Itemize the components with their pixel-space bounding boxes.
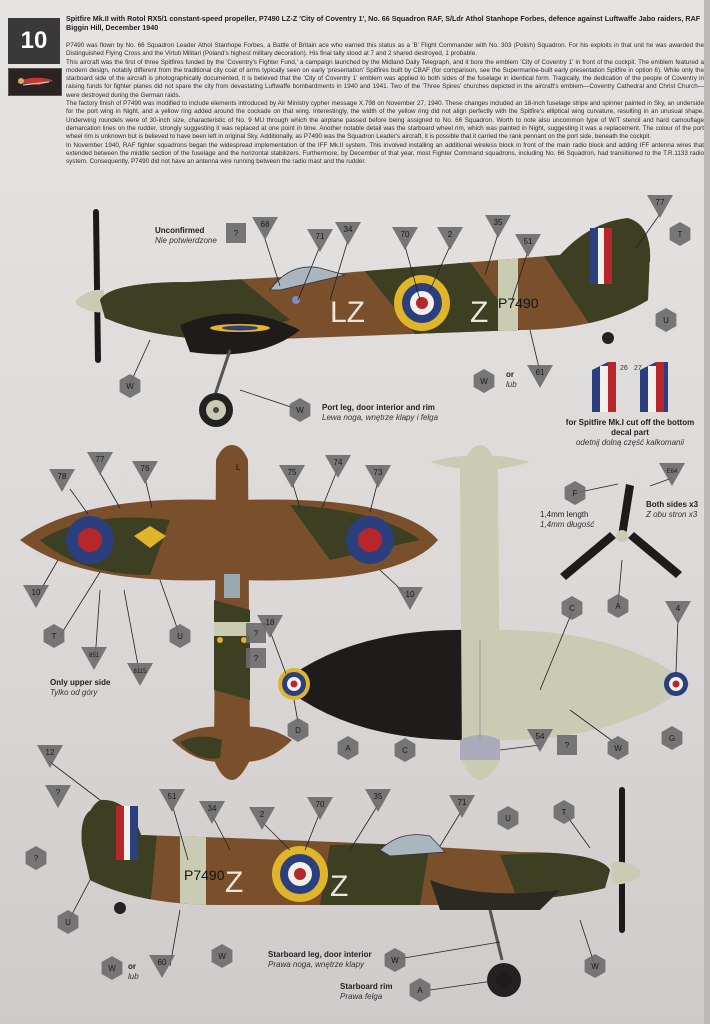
callout-triangle [665,601,691,624]
callout-label: 35 [493,218,503,227]
upper-only-en: Only upper side [50,678,111,687]
callout-label: T [677,230,683,239]
callout-hexagon [26,846,47,870]
callout-box [246,648,266,668]
callout-label: W [126,382,134,391]
callout-hexagon [290,398,311,422]
callout-triangle [307,229,333,252]
callout-hexagon [102,956,123,980]
scheme-title: Spitfire Mk.II with Rotol RX5/1 constant-speed propeller, P7490 LZ-Z 'City of Coventry 1', No. 66 Squadron RAF, S/Ldr Athol Stanhope Forbes, defence against Luftwaffe Jabo raiders, RAF Biggin Hill, December 1940 [66,14,701,32]
callout-triangle [45,785,71,808]
callout-triangle [81,647,107,670]
callout-triangle [527,365,553,388]
callout-triangle [335,222,361,245]
callout-hexagon [44,624,65,648]
callout-triangle [515,234,541,257]
description-paragraph: In November 1940, RAF fighter squadrons began the widespread implementation of the IFF Mk.II system. This involved installing an additional wireless block in front of the main radio block and adding IFF antenna wires that extended between the middle section of the fuselage and the horizontal stabilizers. Furthermore, by December of that year, most Fighter Command squadrons, including No. 66 Squadron, had transitioned to the T.R.1133 radio system. Consequently, P7490 did not have an antenna wire running between the radio mast and the rudder. [66,141,704,166]
callout-label: U [65,918,71,927]
callout-triangle [87,452,113,475]
callout-label: ? [253,629,259,638]
callout-label: F [572,489,578,498]
starboard-leg-en: Starboard leg, door interior [268,950,372,959]
callout-label: W [591,962,599,971]
callout-box [557,735,577,755]
code-letter-z-starboard: Z [330,870,349,903]
port-side-view [76,212,670,427]
callout-label: 8115 [133,669,147,675]
callout-triangle [127,663,153,686]
callout-label: 34 [207,804,217,813]
callout-triangle [659,463,685,486]
callout-hexagon [58,910,79,934]
callout-triangle [647,195,673,218]
callout-label: ? [33,854,39,863]
callout-label: U [177,632,183,641]
callout-triangle [365,465,391,488]
or-en: or [128,962,136,971]
callout-label: 851 [88,653,100,659]
callout-label: T [561,808,567,817]
callout-triangle [23,585,49,608]
callout-label: 68 [260,220,270,229]
callout-label: 77 [655,198,665,207]
callout-triangle [325,455,351,478]
callout-hexagon [670,222,691,246]
code-letter-z-starboard: Z [225,866,244,899]
callout-label: U [663,316,669,325]
callout-label: G [668,734,676,743]
callout-label: C [402,746,408,755]
callout-triangle [249,807,275,830]
callout-label: 61 [535,368,545,377]
callout-label: A [417,986,423,995]
callout-triangle [37,745,63,768]
callout-triangle [252,217,278,240]
callout-hexagon [585,954,606,978]
cut-off-pl: odetnij dolną część kalkomanii [575,438,685,447]
callout-hexagon [662,726,683,750]
length-pl: 1,4mm długość [540,520,595,529]
stripe-number: 26 [620,365,628,372]
code-letters-lz: LZ [330,296,366,329]
callout-label: 71 [457,798,467,807]
or-en: or [506,370,514,379]
callout-label: 77 [95,455,105,464]
callout-triangle [199,801,225,824]
callout-hexagon [120,374,141,398]
description-paragraph: P7490 was flown by No. 66 Squadron Leader Athol Stanhope Forbes, a Battle of Britain ace who earned this status as a 'B' Flight Commander with No. 303 (Polish) Squadron. For his exploits in that unit he was awarded the Distinguished Flying Cross and the Virtuti Militari (Poland's highest military decoration). His final tally stood at 7 and 2 shared destroyed, 1 probable. [66,42,704,58]
callout-hexagon [474,369,495,393]
fin-stripe-decals [592,362,668,412]
callout-hexagon [565,481,586,505]
unconfirmed-pl: Nie potwierdzone [155,236,217,245]
or-pl: lub [506,380,517,389]
callout-triangle [149,955,175,978]
description-paragraph: This aircraft was the first of three Spitfires funded by the 'Coventry's Fighter Fund,' a campaign launched by the Midland Daily Telegraph, and it bore the emblem 'City of Coventry 1' in front of the cockpit. The emblem featured a modern design, notably different from the traditional city coat of arms typically seen on early 'presentation' Spitfires built by CBAF (for comparison, see the Supermarine-built early presentation Spitfire in option 6). While only the starboard side of the aircraft is photographically documented, it is believed that the 'City of Coventry 1' emblem was applied to both sides of the fuselage in identical form. Tragically, the dedication of the people of Coventry in raising funds for fighter planes did not spare the city from devastating Luftwaffe bombardments in 1940 and 1941. Two of the 'Three Spires' churches depicted in the aircraft's emblem—Coventry Cathedral and Christ Church—were destroyed during the German raids. [66,58,704,99]
callout-triangle [437,227,463,250]
starboard-rim-pl: Prawa felga [340,992,383,1001]
callout-triangle [365,789,391,812]
callout-label: W [296,406,304,415]
callout-hexagon [170,624,191,648]
callout-label: T [51,632,57,641]
callout-label: ? [55,788,61,797]
stripe-number: 27 [634,365,642,372]
callout-hexagon [656,308,677,332]
callout-label: C [569,604,575,613]
starboard-leg-pl: Prawa noga, wnętrze klapy [268,960,365,969]
callout-label: 60 [157,958,167,967]
callout-box [246,623,266,643]
callout-triangle [279,465,305,488]
page-number: 10 [20,27,48,54]
port-leg-en: Port leg, door interior and rim [322,403,435,412]
callout-label: A [615,602,621,611]
callout-label: 4 [675,604,681,613]
callout-label: 2 [259,810,265,819]
callout-label: 2 [447,230,453,239]
callout-hexagon [385,948,406,972]
starboard-rim-en: Starboard rim [340,982,393,991]
callout-triangle [527,729,553,752]
callout-label: 70 [315,800,325,809]
callout-label: 10 [405,590,415,599]
callout-label: 75 [287,468,297,477]
callout-box [226,223,246,243]
upper-only-pl: Tylko od góry [50,688,98,697]
upper-code-l: L [236,463,241,472]
both-sides-pl: Z obu stron x3 [646,510,698,519]
callout-label: W [614,744,622,753]
callout-hexagon [395,738,416,762]
code-letter-z: Z [470,296,489,329]
callout-hexagon [608,594,629,618]
callout-triangle [397,587,423,610]
callout-label: 12 [45,748,55,757]
callout-triangle [449,795,475,818]
callout-label: ? [253,654,259,663]
callout-label: E64 [666,469,678,475]
callout-triangle [392,227,418,250]
or-pl: lub [128,972,139,981]
callout-label: 10 [31,588,41,597]
callout-hexagon [554,800,575,824]
callout-label: W [391,956,399,965]
unconfirmed-en: Unconfirmed [155,226,205,235]
callout-triangle [159,789,185,812]
callout-label: 35 [373,792,383,801]
callout-label: 51 [523,237,533,246]
callout-hexagon [498,806,519,830]
callout-triangle [307,797,333,820]
serial-number: P7490 [498,295,539,311]
callout-label: 74 [333,458,343,467]
callout-hexagon [338,736,359,760]
callout-label: 18 [265,618,275,627]
callout-hexagon [288,718,309,742]
both-sides-en: Both sides x3 [646,500,699,509]
callout-label: W [108,964,116,973]
callout-label: 34 [343,225,353,234]
callout-label: W [480,377,488,386]
callout-triangle [132,461,158,484]
callout-label: ? [233,229,239,238]
callout-label: ? [564,741,570,750]
callout-hexagon [410,978,431,1002]
port-leg-pl: Lewa noga, wnętrze klapy i felga [322,413,439,422]
callout-label: 70 [400,230,410,239]
callout-label: 78 [57,472,67,481]
callout-hexagon [212,944,233,968]
cut-off-en: for Spitfire Mk.I cut off the bottom decal part [565,418,695,437]
page-edge [704,0,710,1024]
callout-label: 51 [167,792,177,801]
callout-label: 76 [140,464,150,473]
description-paragraph: The factory finish of P7490 was modified to include elements introduced by Air Ministry cypher message X.798 on November 27, 1940. These changes included an 18-inch fuselage stripe and spinner painted in Sky, an underside for the port wing in Night, and a yellow ring added around the cockade on that wing. Interestingly, the width of the yellow ring did not align perfectly with the Spitfire's elliptical wing curvature, resulting in an unusual shape. Underwing roundels were of 30-inch size, characteristic of No. 9 MU through which the airplane passed before being assigned to No. 66 Squadron. Worth to note also uncommon type of W/T stencil and hard camouflage demarcation lines on the rudder, strongly suggesting it was replaced at one point in time. Another notable detail was the starboard wheel rim, which was painted in Night, suggesting it was a replacement. The colour of the port wheel rim is unknown but is believed to have been left in original Sky. Additionally, as P7490 was the Squadron Leader's aircraft, it is possible that it carried the rank pennant on the port side, beneath the cockpit. [66,100,704,141]
callout-label: W [218,952,226,961]
callout-label: 73 [373,468,383,477]
callout-label: D [295,726,301,735]
callout-triangle [49,469,75,492]
callout-label: 71 [315,232,325,241]
callout-label: A [345,744,351,753]
callout-label: 54 [535,732,545,741]
callout-hexagon [562,596,583,620]
serial-number-starboard: P7490 [184,867,225,883]
callout-label: U [505,814,511,823]
length-en: 1,4mm length [540,510,589,519]
callout-triangle [485,215,511,238]
